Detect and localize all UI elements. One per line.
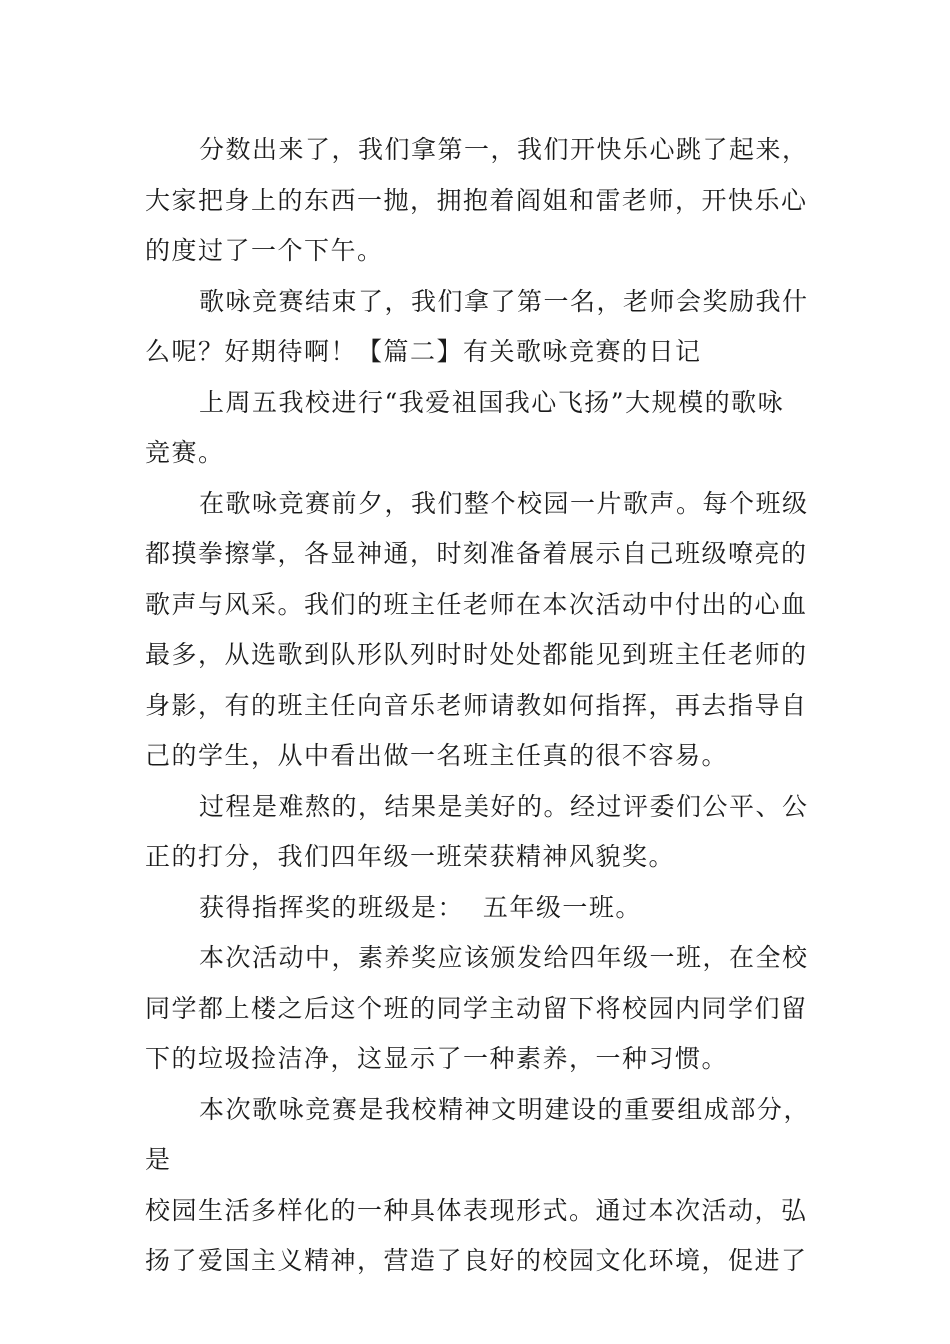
paragraph xyxy=(145,933,810,1085)
text-line: 获得指挥奖的班级是： 五年级一班。 xyxy=(199,892,642,922)
text-line: 最多，从选歌到队形队列时时处处都能见到班主任老师的 xyxy=(145,640,808,669)
text-line: 么呢？好期待啊！【篇二】有关歌咏竞赛的日记 xyxy=(145,337,702,366)
text-line: 下的垃圾捡洁净，这显示了一种素养，一种习惯。 xyxy=(145,1044,729,1073)
text-line: 正的打分，我们四年级一班荣获精神风貌奖。 xyxy=(145,842,676,871)
paragraph xyxy=(145,479,810,782)
text-line: 歌声与风采。我们的班主任老师在本次活动中付出的心血 xyxy=(145,589,808,619)
text-line: 歌咏竞赛结束了，我们拿了第一名，老师会奖励我什 xyxy=(199,286,809,316)
paragraph xyxy=(145,277,810,378)
text-line: 校园生活多样化的一种具体表现形式。通过本次活动，弘 xyxy=(145,1195,808,1225)
text-line: 在歌咏竞赛前夕，我们整个校园一片歌声。每个班级 xyxy=(199,488,809,518)
paragraph xyxy=(145,378,810,479)
text-line: 大家把身上的东西一抛，拥抱着阎姐和雷老师，开快乐心 xyxy=(145,185,808,215)
document-body xyxy=(145,125,810,1287)
text-line: 过程是难熬的，结果是美好的。经过评委们公平、公 xyxy=(199,791,809,821)
text-line: 己的学生，从中看出做一名班主任真的很不容易。 xyxy=(145,741,729,770)
text-line: 都摸拳擦掌，各显神通，时刻准备着展示自己班级嘹亮的 xyxy=(145,539,808,568)
text-line: 分数出来了，我们拿第一，我们开快乐心跳了起来， xyxy=(199,135,809,164)
paragraph xyxy=(145,782,810,883)
text-line: 上周五我校进行“我爱祖国我心飞扬”大规模的歌咏 xyxy=(199,387,785,417)
text-line: 扬了爱国主义精神，营造了良好的校园文化环境，促进了 xyxy=(145,1246,808,1275)
paragraph xyxy=(145,883,810,934)
paragraph xyxy=(145,125,810,277)
paragraph xyxy=(145,1085,810,1287)
text-line: 身影，有的班主任向音乐老师请教如何指挥，再去指导自 xyxy=(145,690,808,720)
text-line: 同学都上楼之后这个班的同学主动留下将校园内同学们留 xyxy=(145,993,808,1023)
text-line: 本次活动中，素养奖应该颁发给四年级一班，在全校 xyxy=(199,943,809,972)
text-line: 的度过了一个下午。 xyxy=(145,236,384,265)
text-line: 本次歌咏竞赛是我校精神文明建设的重要组成部分，是 xyxy=(145,1094,810,1174)
text-line: 竞赛。 xyxy=(145,438,225,467)
